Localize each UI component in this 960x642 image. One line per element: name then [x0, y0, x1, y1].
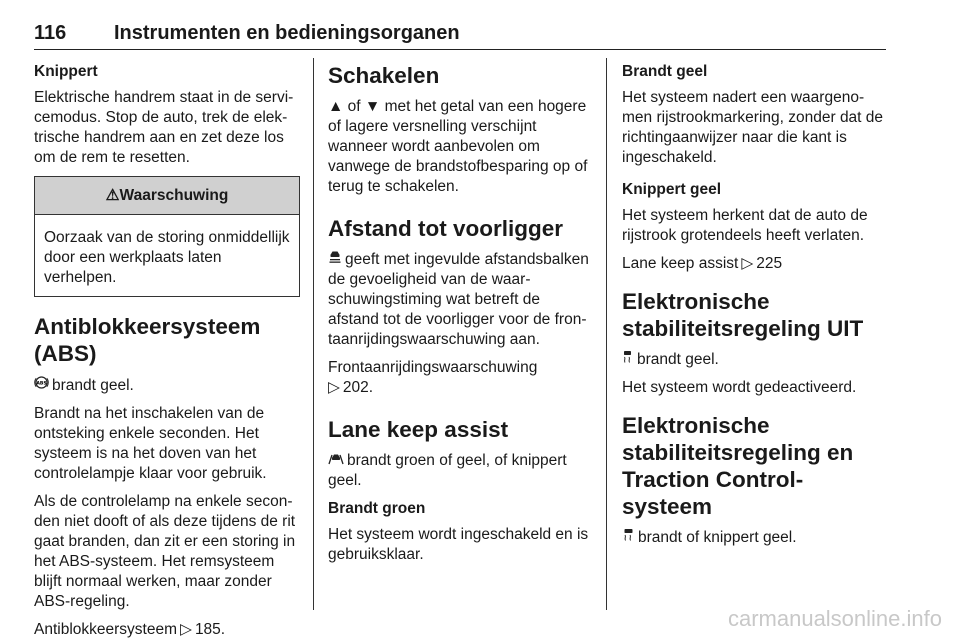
schakelen-body: met het getal van een hogere of lagere versnelling verschijnt wanneer wordt aanbevolen om vanwege de brandstofbesparing op of terug te schakelen. — [328, 98, 588, 195]
knippert-geel-heading: Knippert geel — [622, 181, 722, 198]
column-left — [34, 62, 300, 642]
warning-text: Oorzaak van de storing onmiddellijk door een werkplaats laten verhelpen. — [44, 229, 290, 286]
lane-reference[interactable] — [622, 254, 886, 274]
watermark: carmanualsonline.info — [727, 606, 942, 631]
geel-heading: Brandt geel — [622, 63, 708, 80]
esc-text: Het systeem wordt gedeactiveerd. — [622, 379, 857, 396]
esc-off-icon — [622, 350, 634, 370]
afstand-reference[interactable] — [328, 358, 594, 398]
schakelen-text — [328, 97, 594, 197]
traction-control-icon — [622, 528, 635, 548]
column-divider — [606, 58, 607, 610]
groen-text: Het systeem wordt ingeschakeld en is gebruiksklaar. — [328, 526, 589, 563]
tc-heading: Elektronische stabiliteitsregeling en Traction Control-systeem — [622, 413, 854, 519]
knippert-text: Elektrische handrem staat in de servicemodus. Stop de auto, trek de elektrische handrem aan en zet deze los om de rem te resetten. — [34, 89, 294, 166]
schakelen-of: of — [347, 98, 361, 115]
abs-status — [34, 375, 300, 396]
abs-icon — [34, 375, 49, 396]
chapter-title: Instrumenten en bedieningsorganen — [114, 22, 460, 44]
svg-text:ABS: ABS — [36, 381, 47, 387]
warning-box — [34, 176, 300, 297]
abs-heading: Antiblokkeersysteem (ABS) — [34, 314, 261, 366]
lane-reference-text: Lane keep assist — [622, 255, 739, 272]
column-divider — [313, 58, 314, 610]
abs-paragraph-1: Brandt na het inschakelen van de ontsteking enkele seconden. Het systeem is na het doven van het controlelampje klaar voor gebruik. — [34, 405, 267, 482]
afstand-text — [328, 250, 594, 350]
following-distance-icon — [328, 250, 342, 270]
knippert-geel-text: Het systeem herkent dat de auto de rijstrook grotendeels heeft verlaten. — [622, 207, 868, 244]
afstand-body: geeft met ingevulde afstandsbalken de gevoeligheid van de waarschuwingstiming wat betreft de afstand tot de voorligger voor de frontaanrijdingswaarschuwing aan. — [328, 251, 589, 348]
abs-reference-text: Antiblokkeersysteem — [34, 621, 178, 638]
warning-icon: ⚠ — [105, 187, 120, 204]
warning-title: Waarschuwing — [119, 187, 229, 204]
shift-up-icon: ▲ — [328, 98, 344, 115]
schakelen-heading: Schakelen — [328, 63, 440, 88]
lane-text — [328, 451, 594, 491]
esc-heading: Elektronische stabiliteitsregeling UIT — [622, 289, 864, 341]
reference-arrow-icon: ▷ — [180, 621, 192, 638]
tc-status — [622, 528, 886, 548]
lane-body: brandt groen of geel, of knippert geel. — [328, 452, 567, 489]
shift-down-icon: ▼ — [364, 98, 381, 115]
page-number: 116 — [34, 22, 67, 44]
abs-paragraph-2: Als de controlelamp na enkele seconden niet dooft of als deze tijdens de rit gaat branden, dan zit er een storing in het ABS-systeem. Het remsysteem blijft normaal werken, maar zonder ABS-regeling. — [34, 493, 296, 610]
reference-arrow-icon: ▷ — [741, 255, 754, 272]
esc-status — [622, 350, 886, 370]
esc-status-text: brandt geel. — [637, 351, 719, 368]
lane-heading: Lane keep assist — [328, 417, 509, 442]
abs-reference[interactable] — [34, 620, 300, 640]
reference-arrow-icon: ▷ — [328, 379, 340, 396]
abs-reference-page: 185. — [194, 621, 226, 638]
lane-keep-icon — [328, 451, 344, 471]
knippert-heading: Knippert — [34, 63, 98, 80]
tc-status-text: brandt of knippert geel. — [638, 529, 797, 546]
afstand-reference-page: 202. — [342, 379, 374, 396]
geel-text: Het systeem nadert een waargenomen rijstrookmarkering, zonder dat de richtingaanwijzer naar die kant is ingeschakeld. — [622, 89, 884, 166]
warning-header — [35, 177, 299, 215]
afstand-heading: Afstand tot voorligger — [328, 216, 563, 241]
column-middle — [328, 62, 594, 573]
page-header — [34, 22, 886, 50]
abs-status-text: brandt geel. — [52, 377, 134, 394]
afstand-reference-text: Frontaanrijdingswaarschuwing — [328, 359, 538, 376]
groen-heading: Brandt groen — [328, 500, 426, 517]
column-right — [622, 62, 886, 556]
lane-reference-page: 225 — [756, 255, 783, 272]
